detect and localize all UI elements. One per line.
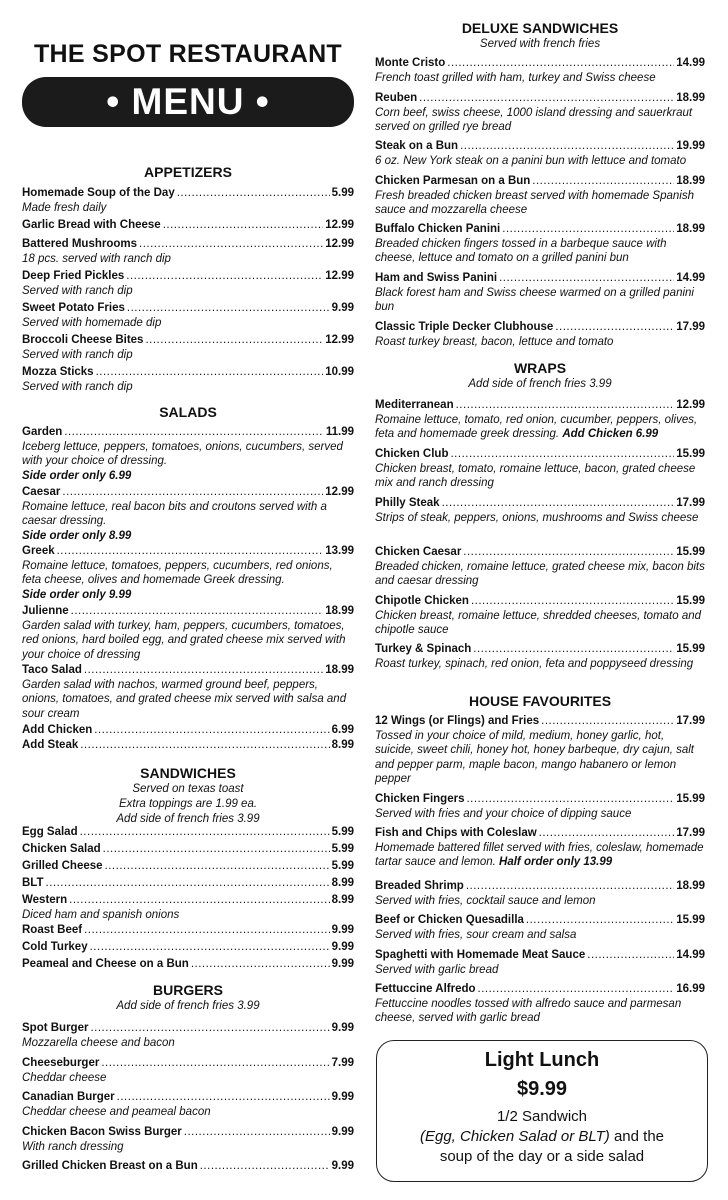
menu-item <box>22 1159 354 1174</box>
item-price: 14.99 <box>676 949 705 961</box>
menu-item <box>22 425 354 483</box>
item-description: Romaine lettuce, real bacon bits and croutons served with a caesar dressing. <box>22 500 327 527</box>
menu-item <box>375 447 705 491</box>
light-lunch-title: Light Lunch <box>484 1049 600 1071</box>
item-name: Greek <box>22 545 55 557</box>
item-name: Grilled Cheese <box>22 860 103 872</box>
item-description: Cheddar cheese and peameal bacon <box>22 1105 211 1118</box>
item-price: 15.99 <box>676 793 705 805</box>
item-note: Side order only 9.99 <box>22 588 132 601</box>
item-price: 9.99 <box>331 1126 354 1138</box>
section-title: BURGERS <box>152 982 223 998</box>
deluxe-sandwiches-section <box>375 19 705 52</box>
item-description: Served with fries, cocktail sauce and lemon <box>375 894 596 907</box>
menu-item <box>375 271 705 315</box>
item-description: Strips of steak, peppers, onions, mushrooms and Swiss cheese <box>375 511 699 524</box>
item-price: 17.99 <box>676 497 705 509</box>
light-lunch-description <box>377 1107 707 1167</box>
item-price: 15.99 <box>676 448 705 460</box>
item-name: Chicken Salad <box>22 843 101 855</box>
menu-item <box>22 723 354 738</box>
section-title: SANDWICHES <box>140 765 236 781</box>
item-price: 8.99 <box>331 894 354 906</box>
item-price: 5.99 <box>331 187 354 199</box>
appetizers-section <box>22 163 354 181</box>
menu-item <box>22 186 354 215</box>
menu-item <box>375 714 705 787</box>
menu-item <box>22 842 354 857</box>
item-price: 15.99 <box>676 595 705 607</box>
section-subtitle: Served with french fries <box>479 38 601 50</box>
menu-item <box>22 893 354 922</box>
menu-item <box>375 913 705 942</box>
item-price: 6.99 <box>331 724 354 736</box>
menu-item <box>375 948 705 977</box>
item-description: Corn beef, swiss cheese, 1000 island dressing and sauerkraut served on grilled rye bread <box>375 106 693 133</box>
light-lunch-line: (Egg, Chicken Salad or BLT) and the <box>419 1128 665 1145</box>
menu-item <box>375 826 705 870</box>
menu-item <box>375 879 705 908</box>
item-name: Steak on a Bun <box>375 140 459 152</box>
item-name: Chicken Bacon Swiss Burger <box>22 1126 182 1138</box>
light-lunch-line: 1/2 Sandwich <box>496 1108 588 1125</box>
menu-item <box>22 663 354 721</box>
menu-item <box>22 333 354 362</box>
item-name: Add Chicken <box>22 724 93 736</box>
item-name: Beef or Chicken Quesadilla <box>375 914 524 926</box>
menu-item <box>22 1021 354 1050</box>
item-note: Add Chicken 6.99 <box>562 428 659 440</box>
menu-item <box>375 594 705 638</box>
menu-item <box>22 365 354 394</box>
item-description: Mozzarella cheese and bacon <box>22 1036 175 1049</box>
item-note: Side order only 6.99 <box>22 469 132 482</box>
section-title: DELUXE SANDWICHES <box>461 20 619 36</box>
item-description: Served with garlic bread <box>375 963 499 976</box>
item-description: Breaded chicken, romaine lettuce, grated cheese mix, bacon bits and caesar dressing <box>375 560 705 587</box>
item-name: Garlic Bread with Cheese <box>22 219 161 231</box>
item-description: With ranch dressing <box>22 1140 124 1153</box>
section-subtitle: Extra toppings are 1.99 ea. <box>118 798 258 810</box>
item-description: Garden salad with turkey, ham, peppers, cucumbers, tomatoes, red onions, hard boiled egg, and grated cheese mix served with your choice of dressing <box>22 619 346 661</box>
section-title: WRAPS <box>513 360 567 376</box>
item-name: Caesar <box>22 486 61 498</box>
menu-item <box>375 496 705 525</box>
menu-item <box>22 859 354 874</box>
item-price: 8.99 <box>331 877 354 889</box>
item-description: Romaine lettuce, tomatoes, peppers, cucumbers, red onions, feta cheese, olives and homemade Greek dressing. <box>22 559 333 586</box>
light-lunch-price: $9.99 <box>516 1078 568 1100</box>
item-name: Western <box>22 894 68 906</box>
menu-item <box>22 940 354 955</box>
item-price: 9.99 <box>331 941 354 953</box>
item-name: Mediterranean <box>375 399 454 411</box>
item-name: Sweet Potato Fries <box>22 302 125 314</box>
item-description: Romaine lettuce, tomato, red onion, cucumber, peppers, olives, feta and homemade greek dressing. Add Chicken 6.99 <box>375 413 698 440</box>
item-price: 19.99 <box>676 140 705 152</box>
menu-item <box>22 825 354 840</box>
burgers-section <box>22 981 354 1014</box>
item-name: Monte Cristo <box>375 57 446 69</box>
item-name: Breaded Shrimp <box>375 880 464 892</box>
item-price: 12.99 <box>325 238 354 250</box>
item-price: 18.99 <box>676 175 705 187</box>
item-name: Garden <box>22 426 63 438</box>
menu-item <box>375 642 705 671</box>
menu-item <box>22 876 354 891</box>
item-price: 8.99 <box>331 739 354 751</box>
item-price: 18.99 <box>676 880 705 892</box>
item-price: 15.99 <box>676 914 705 926</box>
item-price: 18.99 <box>676 223 705 235</box>
item-description: French toast grilled with ham, turkey and Swiss cheese <box>375 71 656 84</box>
item-price: 13.99 <box>325 545 354 557</box>
menu-item <box>22 923 354 938</box>
section-subtitle: Add side of french fries 3.99 <box>468 378 612 390</box>
item-price: 17.99 <box>676 715 705 727</box>
item-description: Breaded chicken fingers tossed in a barbeque sauce with cheese, lettuce and tomato on a grilled panini bun <box>375 237 667 264</box>
item-description: Served with homemade dip <box>22 316 162 329</box>
item-price: 5.99 <box>331 826 354 838</box>
item-name: Canadian Burger <box>22 1091 115 1103</box>
item-price: 18.99 <box>325 605 354 617</box>
restaurant-name: THE SPOT RESTAURANT <box>33 40 343 68</box>
item-price: 14.99 <box>676 272 705 284</box>
item-name: Taco Salad <box>22 664 82 676</box>
item-price: 9.99 <box>331 1091 354 1103</box>
item-description: Chicken breast, tomato, romaine lettuce, bacon, grated cheese mix and ranch dressing <box>375 462 696 489</box>
item-price: 17.99 <box>676 321 705 333</box>
item-price: 15.99 <box>676 643 705 655</box>
salads-section <box>22 403 354 421</box>
item-price: 11.99 <box>325 426 354 438</box>
menu-item <box>375 545 705 589</box>
item-price: 7.99 <box>331 1057 354 1069</box>
item-name: BLT <box>22 877 44 889</box>
item-name: Chicken Fingers <box>375 793 465 805</box>
item-description: Black forest ham and Swiss cheese warmed on a grilled panini bun <box>375 286 694 313</box>
item-description: Roast turkey, spinach, red onion, feta and poppyseed dressing <box>375 657 694 670</box>
item-price: 12.99 <box>325 334 354 346</box>
menu-item <box>22 237 354 266</box>
menu-item <box>22 269 354 298</box>
item-price: 17.99 <box>676 827 705 839</box>
item-name: Philly Steak <box>375 497 440 509</box>
menu-item <box>22 957 354 972</box>
item-description: Served with ranch dip <box>22 284 133 297</box>
item-price: 5.99 <box>331 860 354 872</box>
item-price: 16.99 <box>676 983 705 995</box>
item-name: Reuben <box>375 92 418 104</box>
item-name: Deep Fried Pickles <box>22 270 125 282</box>
item-name: Chicken Caesar <box>375 546 462 558</box>
item-price: 15.99 <box>676 546 705 558</box>
menu-item <box>22 1056 354 1085</box>
item-name: Fettuccine Alfredo <box>375 983 476 995</box>
section-subtitle: Add side of french fries 3.99 <box>116 813 260 825</box>
item-name: Buffalo Chicken Panini <box>375 223 501 235</box>
item-name: Cheeseburger <box>22 1057 100 1069</box>
house-favourites-section <box>375 692 705 710</box>
item-name: Peameal and Cheese on a Bun <box>22 958 189 970</box>
item-price: 9.99 <box>331 1160 354 1172</box>
item-description: Iceberg lettuce, peppers, tomatoes, onions, cucumbers, served with your choice of dressing. <box>22 440 343 467</box>
section-title: APPETIZERS <box>144 164 232 180</box>
menu-item <box>375 56 705 85</box>
menu-item <box>22 738 354 753</box>
item-name: Broccoli Cheese Bites <box>22 334 144 346</box>
item-name: Battered Mushrooms <box>22 238 138 250</box>
item-price: 9.99 <box>331 302 354 314</box>
item-name: Spot Burger <box>22 1022 89 1034</box>
menu-item <box>22 604 354 662</box>
item-price: 12.99 <box>325 219 354 231</box>
item-description: Garden salad with nachos, warmed ground beef, peppers, onions, tomatoes, and grated cheese mix served with salsa and sour cream <box>22 678 347 720</box>
item-price: 12.99 <box>676 399 705 411</box>
item-description: Homemade battered fillet served with fries, coleslaw, homemade tartar sauce and lemon. Half order only 13.99 <box>375 841 704 868</box>
item-name: Homemade Soup of the Day <box>22 187 175 199</box>
item-price: 12.99 <box>325 486 354 498</box>
menu-item <box>375 792 705 821</box>
item-name: Egg Salad <box>22 826 78 838</box>
menu-item <box>22 218 354 233</box>
menu-item <box>375 320 705 349</box>
item-note: Side order only 8.99 <box>22 529 132 542</box>
item-price: 5.99 <box>331 843 354 855</box>
item-name: Chipotle Chicken <box>375 595 469 607</box>
menu-item <box>375 398 705 442</box>
item-description: Served with fries, sour cream and salsa <box>375 928 577 941</box>
item-name: Add Steak <box>22 739 79 751</box>
item-description: Made fresh daily <box>22 201 107 214</box>
item-description: 18 pcs. served with ranch dip <box>22 252 171 265</box>
sandwiches-section <box>22 764 354 827</box>
item-name: Grilled Chicken Breast on a Bun <box>22 1160 198 1172</box>
item-price: 9.99 <box>331 1022 354 1034</box>
item-name: 12 Wings (or Flings) and Fries <box>375 715 540 727</box>
item-name: Mozza Sticks <box>22 366 94 378</box>
item-description: Served with fries and your choice of dipping sauce <box>375 807 632 820</box>
item-name: Ham and Swiss Panini <box>375 272 498 284</box>
item-description: 6 oz. New York steak on a panini bun with lettuce and tomato <box>375 154 687 167</box>
section-subtitle: Served on texas toast <box>132 783 244 795</box>
menu-item <box>375 174 705 218</box>
item-name: Fish and Chips with Coleslaw <box>375 827 537 839</box>
menu-item <box>22 301 354 330</box>
item-description: Fresh breaded chicken breast served with homemade Spanish sauce and mozzarella cheese <box>375 189 694 216</box>
item-description: Chicken breast, romaine lettuce, shredded cheeses, tomato and chipotle sauce <box>375 609 702 636</box>
item-price: 9.99 <box>331 958 354 970</box>
light-lunch-box <box>376 1040 708 1182</box>
item-description: Cheddar cheese <box>22 1071 107 1084</box>
section-subtitle: Add side of french fries 3.99 <box>116 1000 260 1012</box>
section-title: SALADS <box>159 404 217 420</box>
item-description: Served with ranch dip <box>22 380 133 393</box>
item-price: 14.99 <box>676 57 705 69</box>
item-name: Cold Turkey <box>22 941 88 953</box>
section-title: HOUSE FAVOURITES <box>468 693 612 709</box>
wraps-section <box>375 359 705 392</box>
item-name: Turkey & Spinach <box>375 643 472 655</box>
menu-item <box>375 139 705 168</box>
item-price: 18.99 <box>325 664 354 676</box>
item-name: Roast Beef <box>22 924 83 936</box>
item-price: 9.99 <box>331 924 354 936</box>
item-description: Served with ranch dip <box>22 348 133 361</box>
item-name: Chicken Parmesan on a Bun <box>375 175 531 187</box>
item-note: Half order only 13.99 <box>499 856 613 868</box>
item-description: Roast turkey breast, bacon, lettuce and tomato <box>375 335 614 348</box>
item-price: 12.99 <box>325 270 354 282</box>
item-description: Tossed in your choice of mild, medium, honey garlic, hot, suicide, sweet chili, honey hot, honey barbeque, dry cajun, salt and pepper parm, maple bacon, mango habanero or lemon pepper <box>375 729 694 785</box>
menu-item <box>375 91 705 135</box>
menu-item <box>22 1125 354 1154</box>
item-name: Julienne <box>22 605 69 617</box>
menu-item <box>375 982 705 1026</box>
item-description: Fettuccine noodles tossed with alfredo sauce and parmesan cheese, served with garlic bread <box>375 997 682 1024</box>
menu-item <box>375 222 705 266</box>
item-name: Classic Triple Decker Clubhouse <box>375 321 554 333</box>
menu-item <box>22 485 354 543</box>
item-price: 10.99 <box>325 366 354 378</box>
item-description: Diced ham and spanish onions <box>22 908 180 921</box>
item-name: Spaghetti with Homemade Meat Sauce <box>375 949 586 961</box>
item-price: 18.99 <box>676 92 705 104</box>
menu-item <box>22 544 354 602</box>
light-lunch-line: soup of the day or a side salad <box>439 1148 645 1165</box>
menu-banner: • MENU • <box>22 77 354 127</box>
menu-item <box>22 1090 354 1119</box>
item-name: Chicken Club <box>375 448 449 460</box>
